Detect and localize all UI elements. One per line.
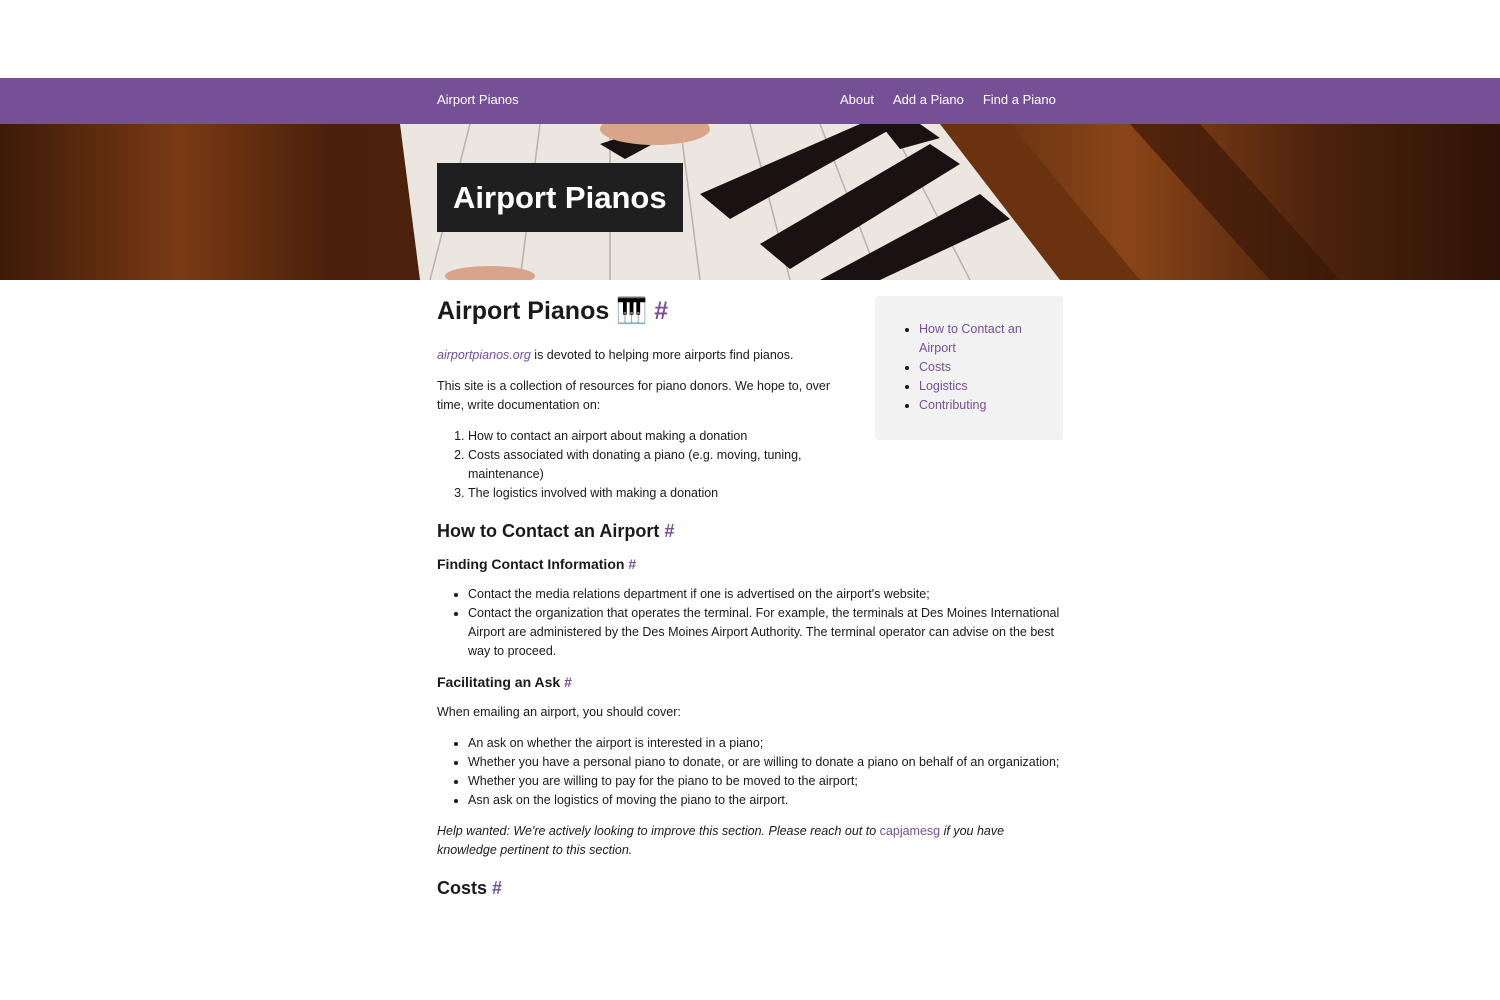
list-item: • Whether you have a personal piano to donate, or are willing to donate a piano on behalf of an organization; [468,753,1067,772]
toc-link-contact[interactable]: How to Contact an Airport [919,322,1022,355]
hero-title: Airport Pianos [437,163,683,232]
brand-link[interactable]: Airport Pianos [437,92,519,107]
page-heading [437,296,857,326]
subheading-finding-text: Finding Contact Information [437,556,625,572]
list-item: 3. The logistics involved with making a donation [468,484,857,503]
contact-section [437,519,1067,900]
toc-link-costs[interactable]: Costs [919,360,951,374]
nav-link-about[interactable]: About [840,92,874,107]
section-heading-contact [437,519,1067,543]
toc-link-logistics[interactable]: Logistics [919,379,968,393]
top-whitespace [0,0,1500,78]
costs-anchor-link[interactable]: # [492,878,503,898]
intro-column [437,296,857,503]
page-heading-text: Airport Pianos 🎹 [437,297,648,325]
list-item: • Asn ask on the logistics of moving the piano to the airport. [468,791,1067,810]
heading-anchor-link[interactable]: # [654,297,669,325]
section-heading-costs-text: Costs [437,878,488,898]
subheading-ask-text: Facilitating an Ask [437,674,561,690]
toc-link-contributing[interactable]: Contributing [919,398,987,412]
nav-link-find-a-piano[interactable]: Find a Piano [982,92,1056,107]
nav-link-add-a-piano[interactable]: Add a Piano [892,92,964,107]
navbar [0,78,1500,124]
site-link[interactable]: airportpianos.org [437,348,531,362]
help-wanted-text-end: if you have knowledge pertinent to this section. [437,824,1005,857]
toc-list [904,320,1043,415]
toc-item [919,377,1043,396]
list-item: • An ask on whether the airport is interested in a piano; [468,734,1067,753]
toc-item [919,320,1043,358]
collection-paragraph: This site is a collection of resources for piano donors. We hope to, over time, write documentation on: [437,379,831,412]
help-wanted-note [437,822,1067,860]
table-of-contents [875,296,1063,440]
toc-item [919,396,1043,415]
ask-intro: When emailing an airport, you should cover: [437,705,681,719]
nav-links [840,92,1056,107]
capjamesg-link[interactable]: capjamesg [879,824,941,838]
help-wanted-text: Help wanted: We're actively looking to improve this section. Please reach out to [437,824,880,838]
toc-item [919,358,1043,377]
documentation-list [437,427,857,503]
list-item: • Whether you are willing to pay for the piano to be moved to the airport; [468,772,1067,791]
list-item: • Contact the organization that operates the terminal. For example, the terminals at Des Moines International Airport are administered by the Des Moines Airport Authority. The terminal operator can advise on the best way to proceed. [468,604,1067,661]
subheading-finding [437,555,1067,573]
intro-paragraph [437,346,857,365]
list-item: 2. Costs associated with donating a piano (e.g. moving, tuning, maintenance) [468,446,857,484]
intro-text: is devoted to helping more airports find pianos. [530,348,794,362]
subheading-ask [437,673,1067,691]
ask-anchor-link[interactable]: # [564,674,572,690]
finding-list [437,585,1067,661]
list-item: • Contact the media relations department if one is advertised on the airport's website; [468,585,1067,604]
ask-list [437,734,1067,810]
contact-anchor-link[interactable]: # [664,521,675,541]
section-heading-costs [437,876,1067,900]
finding-anchor-link[interactable]: # [628,556,637,572]
hero-banner [0,124,1500,280]
section-heading-contact-text: How to Contact an Airport [437,521,660,541]
hero-piano-image [0,124,1500,280]
list-item: 1. How to contact an airport about making a donation [468,427,857,446]
